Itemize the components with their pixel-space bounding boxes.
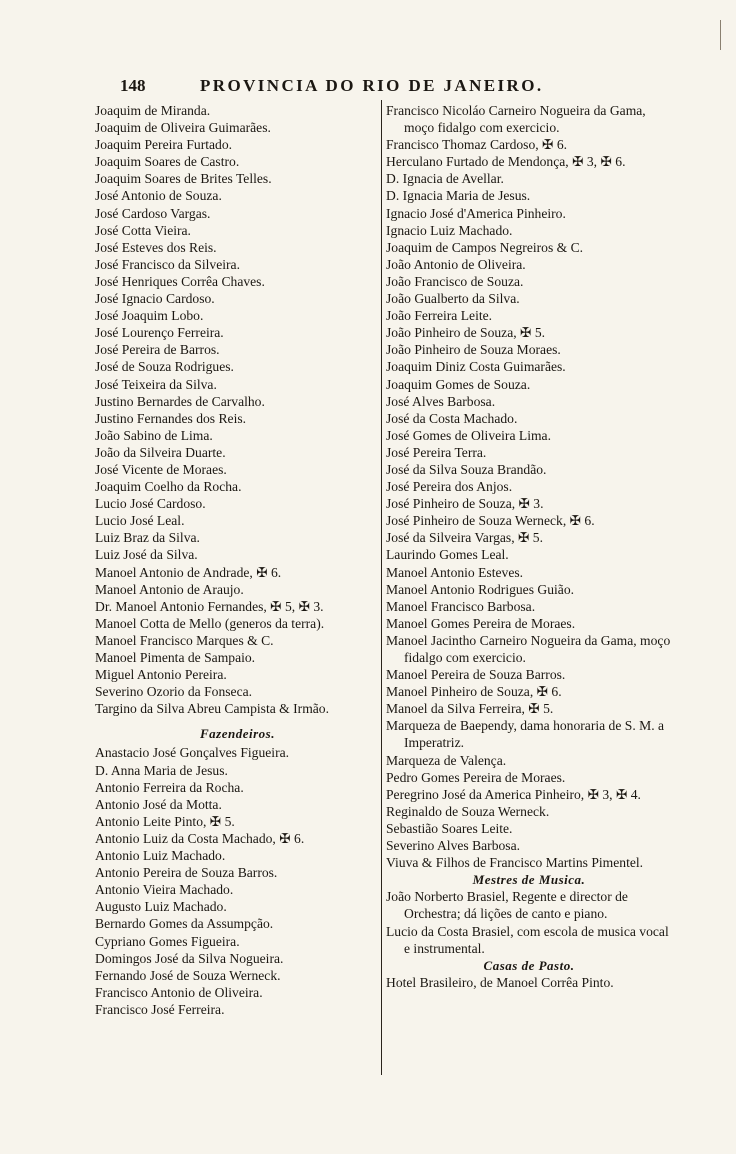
directory-entry: Joaquim Gomes de Souza. xyxy=(386,376,531,392)
directory-entry: Dr. Manoel Antonio Fernandes, ✠ 5, ✠ 3. xyxy=(95,598,324,614)
directory-entry: Joaquim Soares de Brites Telles. xyxy=(95,171,272,187)
section-heading-fazendeiros: Fazendeiros. xyxy=(200,726,275,742)
directory-entry: José Esteves dos Reis. xyxy=(95,239,217,255)
directory-entry: João Antonio de Oliveira. xyxy=(386,256,526,272)
directory-entry: José Gomes de Oliveira Lima. xyxy=(386,427,551,443)
directory-entry: Manoel Cotta de Mello (generos da terra). xyxy=(95,615,325,631)
directory-entry: José Alves Barbosa. xyxy=(386,393,496,409)
directory-entry: Miguel Antonio Pereira. xyxy=(95,667,227,683)
directory-entry: Bernardo Gomes da Assumpção. xyxy=(95,916,274,932)
page-header xyxy=(120,76,680,98)
directory-entry: João Pinheiro de Souza Moraes. xyxy=(386,342,561,358)
directory-entry: José Cotta Vieira. xyxy=(95,222,191,238)
right-entries-top xyxy=(386,102,672,871)
directory-entry: Hotel Brasileiro, de Manoel Corrêa Pinto. xyxy=(386,974,614,990)
directory-entry: Manoel Francisco Marques & C. xyxy=(95,632,274,648)
directory-entry: Francisco José Ferreira. xyxy=(95,1001,225,1017)
directory-entry: Domingos José da Silva Nogueira. xyxy=(95,950,284,966)
directory-entry: Joaquim de Oliveira Guimarães. xyxy=(95,120,271,136)
directory-entry: Severino Alves Barbosa. xyxy=(386,838,521,854)
directory-entry: Manoel Pinheiro de Souza, ✠ 6. xyxy=(386,684,562,700)
directory-entry: Anastacio José Gonçalves Figueira. xyxy=(95,745,290,761)
directory-entry: D. Ignacia de Avellar. xyxy=(386,171,504,187)
directory-entry: Antonio Luiz Machado. xyxy=(95,848,226,864)
directory-entry: José Henriques Corrêa Chaves. xyxy=(95,273,265,289)
directory-entry: José Pinheiro de Souza Werneck, ✠ 6. xyxy=(386,513,595,529)
directory-entry: Francisco Thomaz Cardoso, ✠ 6. xyxy=(386,137,568,153)
directory-entry: José Pereira de Barros. xyxy=(95,342,220,358)
directory-entry: Manoel Jacintho Carneiro Nogueira da Gama, moço fidalgo com exercicio. xyxy=(386,632,671,665)
directory-entry: Antonio José da Motta. xyxy=(95,796,222,812)
directory-entry: José Pereira Terra. xyxy=(386,444,487,460)
directory-entry: João da Silveira Duarte. xyxy=(95,444,226,460)
directory-entry: José Joaquim Lobo. xyxy=(95,308,204,324)
directory-entry: Pedro Gomes Pereira de Moraes. xyxy=(386,769,566,785)
directory-entry: João Pinheiro de Souza, ✠ 5. xyxy=(386,325,546,341)
directory-entry: João Sabino de Lima. xyxy=(95,427,213,443)
right-music-entries xyxy=(386,888,672,956)
directory-entry: José Cardoso Vargas. xyxy=(95,205,211,221)
directory-entry: José da Costa Machado. xyxy=(386,410,518,426)
directory-entry: Marqueza de Valença. xyxy=(386,752,507,768)
directory-entry: João Ferreira Leite. xyxy=(386,308,493,324)
directory-entry: Joaquim Pereira Furtado. xyxy=(95,137,233,153)
directory-entry: Laurindo Gomes Leal. xyxy=(386,547,509,563)
directory-entry: Francisco Antonio de Oliveira. xyxy=(95,984,263,1000)
directory-entry: Severino Ozorio da Fonseca. xyxy=(95,684,253,700)
left-column xyxy=(95,102,380,1018)
directory-entry: José Pinheiro de Souza, ✠ 3. xyxy=(386,496,544,512)
directory-entry: Peregrino José da America Pinheiro, ✠ 3, ✠ 4. xyxy=(386,786,641,802)
directory-entry: Luiz José da Silva. xyxy=(95,547,198,563)
directory-entry: José Francisco da Silveira. xyxy=(95,256,240,272)
directory-entry: José da Silveira Vargas, ✠ 5. xyxy=(386,530,543,546)
left-entries-bottom xyxy=(95,744,380,1018)
directory-entry: Augusto Luiz Machado. xyxy=(95,899,227,915)
column-divider xyxy=(381,100,382,1075)
directory-entry: Joaquim Coelho da Rocha. xyxy=(95,479,242,495)
directory-entry: Manoel Pimenta de Sampaio. xyxy=(95,650,256,665)
page-number: 148 xyxy=(120,76,146,95)
running-head-title: PROVINCIA DO RIO DE JANEIRO. xyxy=(200,76,544,95)
directory-entry: Joaquim Soares de Castro. xyxy=(95,154,240,170)
directory-entry: José Lourenço Ferreira. xyxy=(95,325,224,341)
directory-entry: Luiz Braz da Silva. xyxy=(95,530,200,546)
section-heading-music: Mestres de Musica. xyxy=(472,872,586,888)
section-heading-food: Casas de Pasto. xyxy=(483,957,575,973)
directory-entry: Targino da Silva Abreu Campista & Irmão. xyxy=(95,701,330,717)
directory-entry: Ignacio Luiz Machado. xyxy=(386,222,513,238)
directory-entry: Viuva & Filhos de Francisco Martins Pimentel. xyxy=(386,855,644,871)
directory-entry: Manoel da Silva Ferreira, ✠ 5. xyxy=(386,701,554,717)
directory-entry: José Pereira dos Anjos. xyxy=(386,479,513,495)
directory-entry: Lucio José Cardoso. xyxy=(95,496,206,512)
directory-entry: Antonio Pereira de Souza Barros. xyxy=(95,865,278,881)
margin-mark xyxy=(720,20,721,50)
right-food-entries xyxy=(386,974,672,991)
directory-entry: João Francisco de Souza. xyxy=(386,273,524,289)
directory-entry: Manoel Antonio de Andrade, ✠ 6. xyxy=(95,564,282,580)
directory-entry: Justino Bernardes de Carvalho. xyxy=(95,393,265,409)
directory-entry: José Antonio de Souza. xyxy=(95,188,222,204)
directory-entry: Antonio Vieira Machado. xyxy=(95,882,234,898)
directory-entry: José Vicente de Moraes. xyxy=(95,461,227,477)
directory-entry: Manoel Antonio Rodrigues Guião. xyxy=(386,581,575,597)
directory-entry: Lucio da Costa Brasiel, com escola de musica vocal e instrumental. xyxy=(386,923,669,956)
directory-entry: João Gualberto da Silva. xyxy=(386,291,520,307)
directory-entry: Marqueza de Baependy, dama honoraria de S. M. a Imperatriz. xyxy=(386,718,665,751)
directory-entry: Antonio Ferreira da Rocha. xyxy=(95,779,244,795)
left-entries-top xyxy=(95,102,380,717)
directory-entry: Manoel Pereira de Souza Barros. xyxy=(386,667,566,683)
directory-entry: Manoel Antonio Esteves. xyxy=(386,564,524,580)
directory-entry: José Teixeira da Silva. xyxy=(95,376,217,392)
directory-entry: D. Anna Maria de Jesus. xyxy=(95,762,228,778)
directory-entry: Manoel Francisco Barbosa. xyxy=(386,598,536,614)
directory-entry: Herculano Furtado de Mendonça, ✠ 3, ✠ 6. xyxy=(386,154,626,170)
directory-entry: Ignacio José d'America Pinheiro. xyxy=(386,205,566,221)
directory-entry: Antonio Luiz da Costa Machado, ✠ 6. xyxy=(95,830,305,846)
directory-entry: José da Silva Souza Brandão. xyxy=(386,461,547,477)
directory-entry: João Norberto Brasiel, Regente e director de Orchestra; dá lições de canto e piano. xyxy=(386,889,628,922)
directory-entry: Joaquim de Campos Negreiros & C. xyxy=(386,239,584,255)
directory-entry: Justino Fernandes dos Reis. xyxy=(95,410,247,426)
right-column xyxy=(386,102,672,991)
directory-entry: José Ignacio Cardoso. xyxy=(95,291,215,307)
directory-entry: Manoel Antonio de Araujo. xyxy=(95,581,244,597)
directory-entry: Fernando José de Souza Werneck. xyxy=(95,967,281,983)
directory-entry: D. Ignacia Maria de Jesus. xyxy=(386,188,531,204)
directory-entry: Reginaldo de Souza Werneck. xyxy=(386,803,550,819)
directory-entry: Joaquim de Miranda. xyxy=(95,103,211,118)
directory-entry: Antonio Leite Pinto, ✠ 5. xyxy=(95,813,235,829)
directory-entry: Joaquim Diniz Costa Guimarães. xyxy=(386,359,566,375)
directory-entry: Francisco Nicoláo Carneiro Nogueira da Gama, moço fidalgo com exercicio. xyxy=(386,103,646,136)
directory-entry: José de Souza Rodrigues. xyxy=(95,359,234,375)
directory-entry: Cypriano Gomes Figueira. xyxy=(95,933,240,949)
directory-entry: Sebastião Soares Leite. xyxy=(386,820,513,836)
directory-entry: Lucio José Leal. xyxy=(95,513,185,529)
directory-entry: Manoel Gomes Pereira de Moraes. xyxy=(386,615,576,631)
